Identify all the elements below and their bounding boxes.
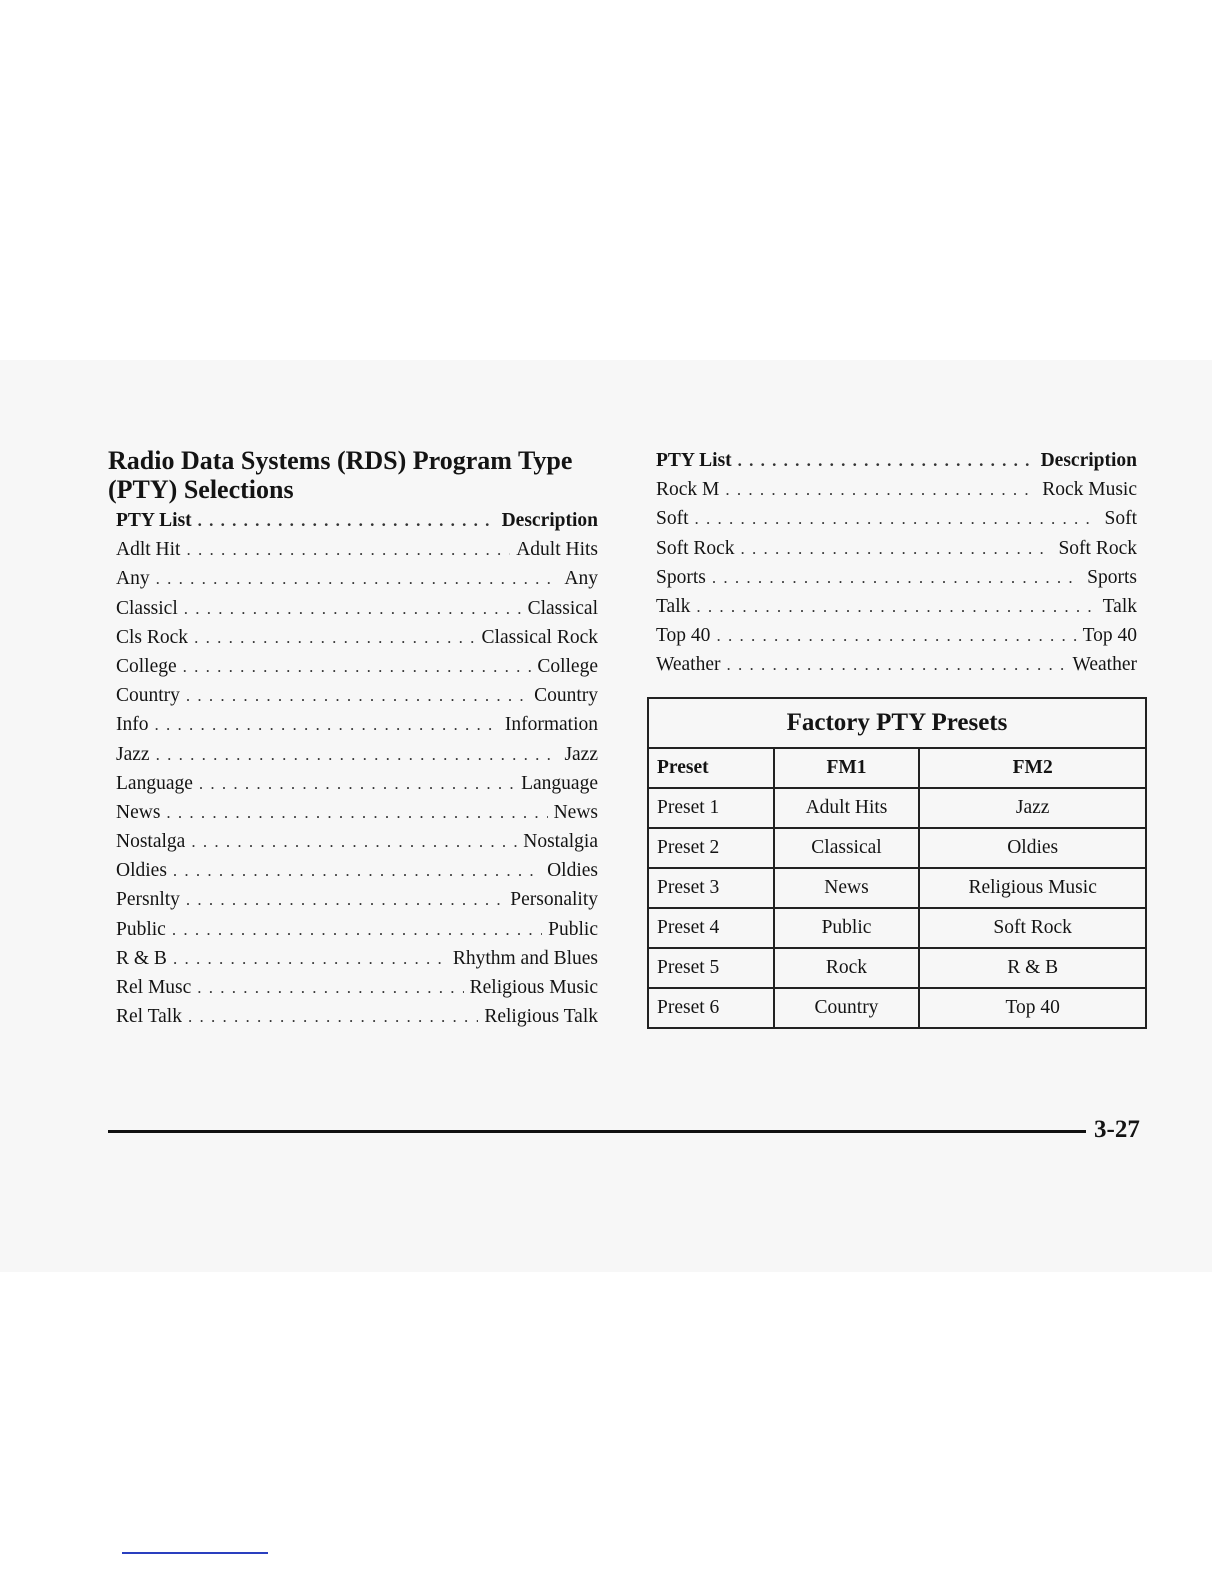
pty-description: Classical Rock bbox=[481, 626, 598, 648]
pty-code: Talk bbox=[656, 595, 691, 617]
leader-dots bbox=[173, 949, 447, 969]
leader-dots bbox=[186, 890, 504, 910]
pty-code: Jazz bbox=[116, 743, 150, 765]
leader-dots bbox=[183, 657, 532, 677]
pty-code: Soft bbox=[656, 508, 689, 530]
pty-code: Persnlty bbox=[116, 889, 180, 911]
fm2-cell: Top 40 bbox=[919, 988, 1146, 1028]
preset-cell: Preset 2 bbox=[648, 828, 774, 868]
pty-description: Rock Music bbox=[1042, 479, 1137, 501]
pty-list-item bbox=[116, 773, 598, 802]
pty-code: Adlt Hit bbox=[116, 539, 181, 561]
pty-list-right bbox=[656, 450, 1137, 684]
fm2-cell: Jazz bbox=[919, 788, 1146, 828]
pty-list-item bbox=[116, 860, 598, 889]
pty-description: Talk bbox=[1102, 595, 1137, 617]
leader-dots bbox=[184, 599, 522, 619]
column-header-fm1: FM1 bbox=[774, 748, 920, 788]
pty-list-header bbox=[656, 450, 1137, 479]
pty-code: Info bbox=[116, 714, 149, 736]
fm2-cell: R & B bbox=[919, 948, 1146, 988]
pty-list-item bbox=[116, 977, 598, 1006]
pty-description: Jazz bbox=[564, 743, 598, 765]
pty-list-item bbox=[116, 802, 598, 831]
pty-code: Oldies bbox=[116, 860, 167, 882]
leader-dots bbox=[172, 920, 542, 940]
pty-list-item bbox=[656, 625, 1137, 654]
leader-dots bbox=[741, 539, 1053, 559]
pty-description: Public bbox=[548, 918, 598, 940]
fm1-cell: Public bbox=[774, 908, 920, 948]
pty-description: Soft bbox=[1104, 508, 1137, 530]
pty-description: News bbox=[553, 801, 598, 823]
table-row bbox=[648, 988, 1146, 1028]
pty-code: Rel Talk bbox=[116, 1006, 182, 1028]
pty-description: College bbox=[537, 655, 598, 677]
pty-list-item bbox=[116, 831, 598, 860]
fm1-cell: Country bbox=[774, 988, 920, 1028]
pty-code: Cls Rock bbox=[116, 626, 189, 648]
pty-list-item bbox=[656, 654, 1137, 683]
pty-description: Top 40 bbox=[1082, 625, 1137, 647]
pty-list-item bbox=[116, 714, 598, 743]
leader-dots bbox=[696, 597, 1096, 617]
preset-cell: Preset 6 bbox=[648, 988, 774, 1028]
pty-code: R & B bbox=[116, 947, 167, 969]
pty-list-item bbox=[116, 744, 598, 773]
leader-dots bbox=[199, 774, 515, 794]
leader-dots bbox=[188, 1007, 478, 1027]
table-row bbox=[648, 788, 1146, 828]
pty-code: Soft Rock bbox=[656, 537, 735, 559]
section-heading bbox=[108, 446, 608, 504]
footer-link-underline bbox=[122, 1552, 268, 1554]
table-row bbox=[648, 908, 1146, 948]
leader-dots bbox=[186, 686, 528, 706]
pty-description: Religious Music bbox=[469, 977, 598, 998]
pty-code: Weather bbox=[656, 654, 721, 676]
column-header-fm2: FM2 bbox=[919, 748, 1146, 788]
pty-description: Nostalgia bbox=[523, 831, 598, 853]
pty-list-item bbox=[656, 479, 1137, 508]
preset-cell: Preset 3 bbox=[648, 868, 774, 908]
pty-description: Adult Hits bbox=[516, 539, 598, 561]
pty-description: Any bbox=[564, 568, 598, 590]
factory-pty-presets-table bbox=[647, 697, 1147, 1029]
table-title-row bbox=[648, 698, 1146, 748]
pty-description-header-label: Description bbox=[1040, 450, 1137, 471]
page-number: 3-27 bbox=[1094, 1116, 1140, 1143]
fm1-cell: Rock bbox=[774, 948, 920, 988]
pty-description: Sports bbox=[1087, 566, 1137, 588]
pty-list-header-label: PTY List bbox=[656, 450, 732, 471]
pty-list-item bbox=[116, 919, 598, 948]
leader-dots bbox=[712, 568, 1081, 588]
leader-dots bbox=[191, 832, 517, 852]
footer-rule bbox=[108, 1130, 1086, 1133]
pty-list-item bbox=[116, 568, 598, 597]
pty-list-item bbox=[116, 948, 598, 977]
preset-cell: Preset 1 bbox=[648, 788, 774, 828]
pty-description: Oldies bbox=[547, 860, 598, 882]
pty-code: Nostalga bbox=[116, 831, 186, 853]
pty-description: Soft Rock bbox=[1058, 537, 1137, 559]
preset-cell: Preset 5 bbox=[648, 948, 774, 988]
pty-description: Language bbox=[521, 772, 598, 794]
pty-description-header-label: Description bbox=[501, 510, 598, 531]
pty-list-item bbox=[116, 656, 598, 685]
pty-list-item bbox=[116, 598, 598, 627]
leader-dots bbox=[716, 626, 1076, 646]
pty-code: News bbox=[116, 801, 161, 823]
table-header-row bbox=[648, 748, 1146, 788]
pty-description: Personality bbox=[510, 889, 598, 911]
fm1-cell: Classical bbox=[774, 828, 920, 868]
table-row bbox=[648, 948, 1146, 988]
pty-code: Sports bbox=[656, 566, 706, 588]
pty-description: Weather bbox=[1072, 654, 1137, 676]
pty-description: Country bbox=[534, 685, 598, 707]
pty-list-left bbox=[116, 510, 598, 1035]
fm1-cell: Adult Hits bbox=[774, 788, 920, 828]
pty-code: Classicl bbox=[116, 597, 178, 619]
pty-description: Classical bbox=[527, 597, 598, 619]
column-header-preset: Preset bbox=[648, 748, 774, 788]
fm2-cell: Religious Music bbox=[919, 868, 1146, 908]
pty-code: Rock M bbox=[656, 479, 720, 501]
pty-list-item bbox=[656, 596, 1137, 625]
fm2-cell: Soft Rock bbox=[919, 908, 1146, 948]
pty-list-item bbox=[116, 889, 598, 918]
pty-description: Information bbox=[504, 714, 598, 736]
leader-dots bbox=[738, 451, 1035, 471]
section-heading-line2: (PTY) Selections bbox=[108, 475, 294, 504]
pty-code: Language bbox=[116, 772, 193, 794]
pty-list-item bbox=[116, 1006, 598, 1035]
pty-list-item bbox=[116, 685, 598, 714]
pty-list-item bbox=[656, 567, 1137, 596]
pty-code: College bbox=[116, 655, 177, 677]
table-title: Factory PTY Presets bbox=[648, 698, 1146, 748]
leader-dots bbox=[725, 480, 1036, 500]
table-row bbox=[648, 868, 1146, 908]
leader-dots bbox=[726, 655, 1066, 675]
pty-code: Any bbox=[116, 568, 150, 590]
section-heading-line1: Radio Data Systems (RDS) Program Type bbox=[108, 446, 573, 475]
leader-dots bbox=[155, 715, 499, 735]
leader-dots bbox=[695, 509, 1099, 529]
leader-dots bbox=[173, 861, 541, 881]
pty-code: Public bbox=[116, 918, 166, 940]
fm1-cell: News bbox=[774, 868, 920, 908]
pty-list-item bbox=[656, 538, 1137, 567]
leader-dots bbox=[198, 511, 496, 531]
pty-list-item bbox=[116, 627, 598, 656]
leader-dots bbox=[156, 569, 559, 589]
pty-description: Rhythm and Blues bbox=[452, 947, 598, 969]
fm2-cell: Oldies bbox=[919, 828, 1146, 868]
pty-code: Top 40 bbox=[656, 625, 711, 647]
pty-list-item bbox=[116, 539, 598, 568]
preset-cell: Preset 4 bbox=[648, 908, 774, 948]
pty-list-item bbox=[656, 508, 1137, 537]
leader-dots bbox=[186, 540, 510, 560]
pty-list-header-label: PTY List bbox=[116, 510, 192, 531]
leader-dots bbox=[197, 978, 463, 998]
pty-code: Rel Musc bbox=[116, 977, 192, 998]
leader-dots bbox=[194, 628, 475, 648]
leader-dots bbox=[156, 745, 559, 765]
pty-list-header bbox=[116, 510, 598, 539]
pty-description: Religious Talk bbox=[484, 1006, 598, 1028]
pty-code: Country bbox=[116, 685, 180, 707]
table-row bbox=[648, 828, 1146, 868]
leader-dots bbox=[166, 803, 547, 823]
